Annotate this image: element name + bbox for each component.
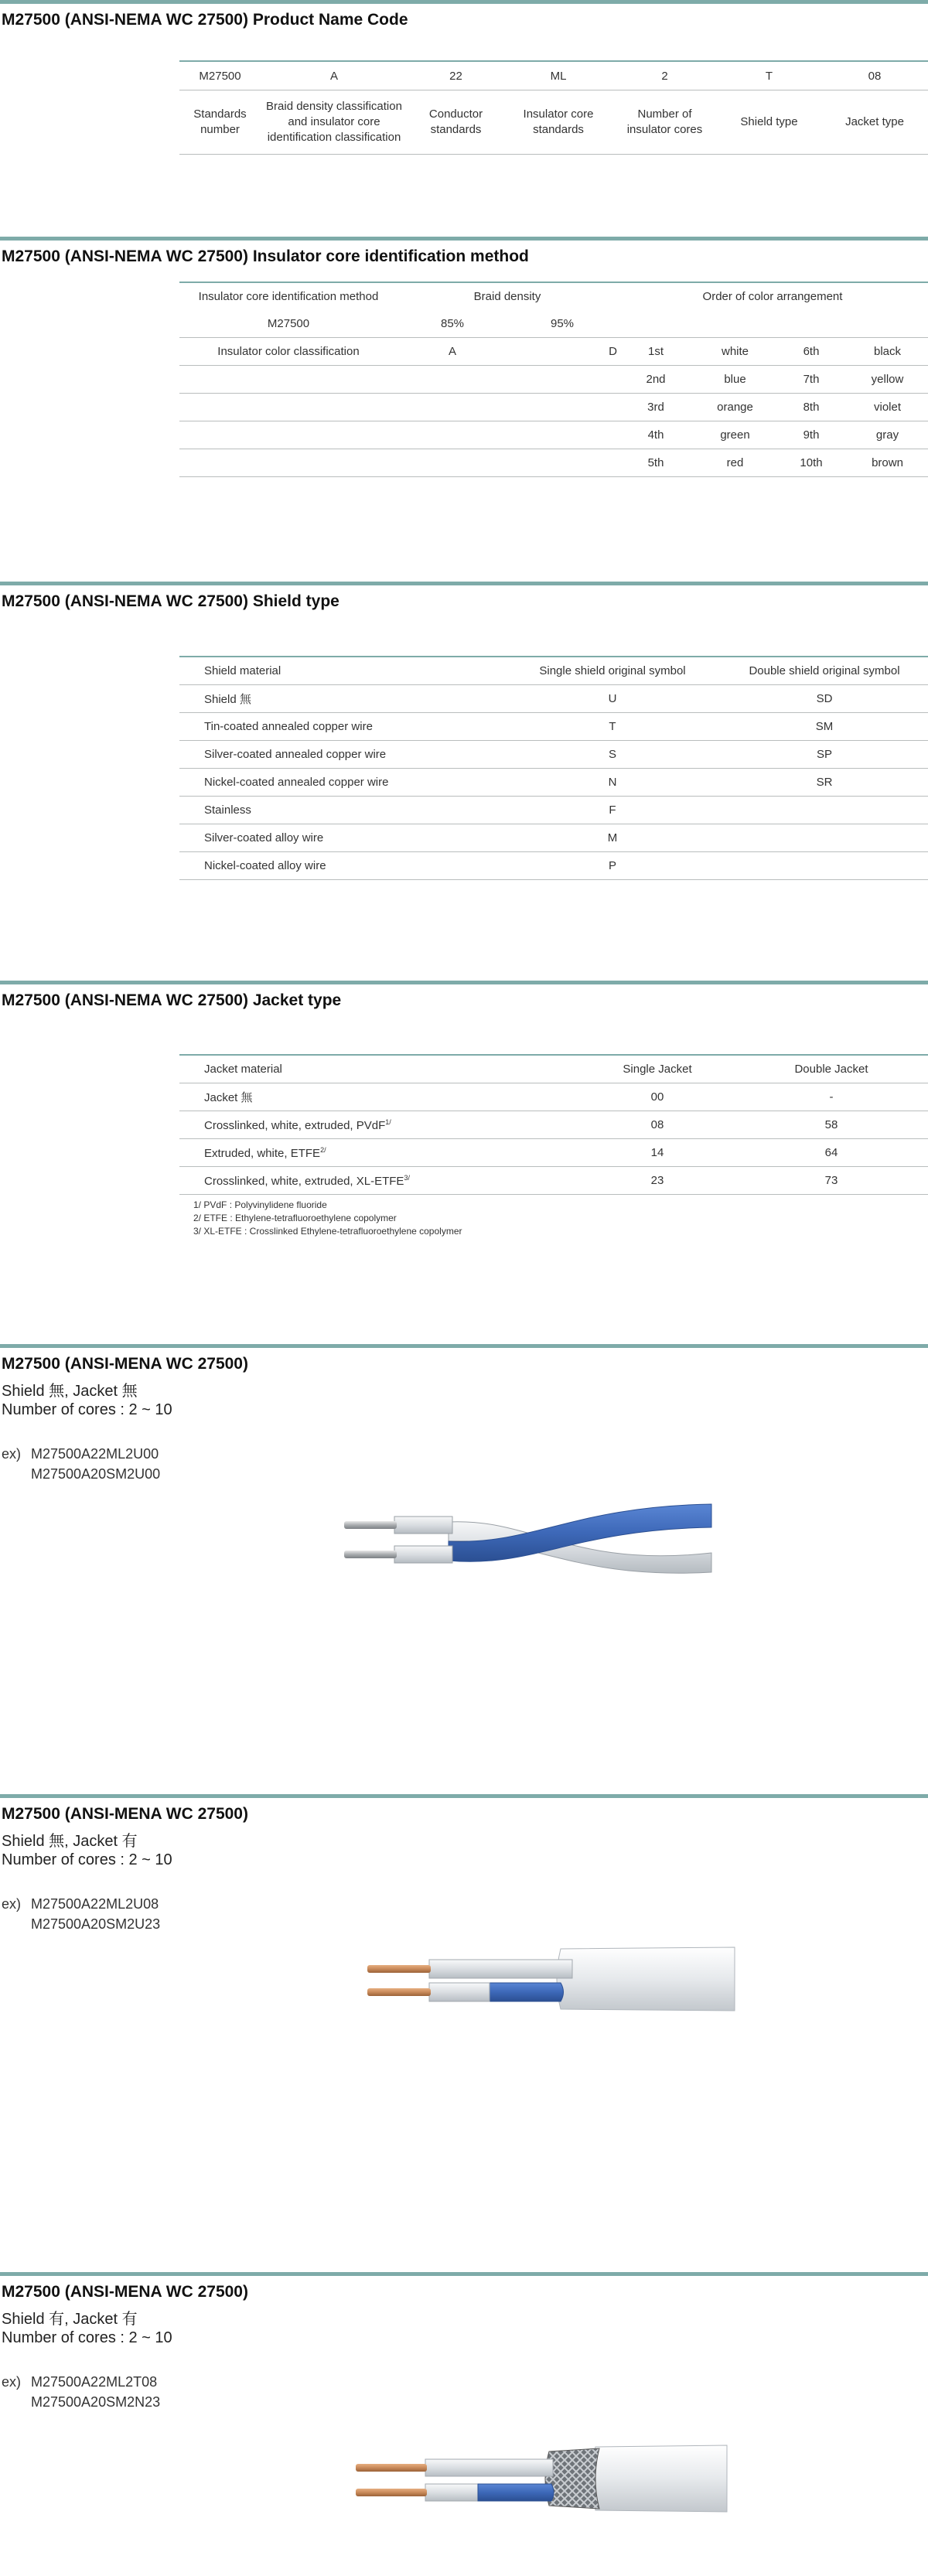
desc-line: Braid density classification xyxy=(266,100,402,113)
header-double-jacket: Double Jacket xyxy=(735,1055,928,1083)
color-cell: black xyxy=(847,338,928,366)
table-row xyxy=(179,713,928,741)
example-label: ex) xyxy=(2,1446,22,1462)
footnote: 3/ XL-ETFE : Crosslinked Ethylene-tetrafluoroethylene copolymer xyxy=(193,1226,462,1237)
footnote-ref: 1/ xyxy=(385,1117,391,1126)
order-cell: 5th xyxy=(617,449,694,477)
desc-line: identification classification xyxy=(267,131,401,144)
desc-line: standards xyxy=(430,123,482,136)
description-row xyxy=(179,90,928,155)
section-divider xyxy=(0,981,928,984)
header-single-jacket: Single Jacket xyxy=(580,1055,735,1083)
material-text: Jacket 無 xyxy=(204,1091,253,1104)
twisted-cable-illustration xyxy=(340,1495,727,1580)
header-row xyxy=(179,1055,928,1083)
header-single-shield: Single shield original symbol xyxy=(504,657,721,685)
section-title: M27500 (ANSI-NEMA WC 27500) Product Name Code xyxy=(2,11,408,29)
cable-section-no-shield-no-jacket xyxy=(0,1344,928,1777)
order-cell: 9th xyxy=(776,421,847,449)
order-cell: 2nd xyxy=(617,366,694,394)
order-cell: 1st xyxy=(617,338,694,366)
material-cell xyxy=(179,1167,580,1195)
double-cell xyxy=(721,824,928,852)
white-insulated-core xyxy=(425,2484,479,2501)
pct-95: 95% xyxy=(507,310,617,338)
outer-jacket xyxy=(557,1947,735,2011)
single-cell: F xyxy=(504,797,721,824)
double-cell xyxy=(721,852,928,880)
table-row xyxy=(179,852,928,880)
order-cell: 7th xyxy=(776,366,847,394)
conductor xyxy=(367,1965,431,1973)
color-cell: violet xyxy=(847,394,928,421)
desc-line: Insulator core xyxy=(523,107,594,121)
material-text: Crosslinked, white, extruded, XL-ETFE xyxy=(204,1174,404,1188)
single-cell: S xyxy=(504,741,721,769)
cable-cores-line: Number of cores : 2 ~ 10 xyxy=(2,1401,172,1418)
footnote: 1/ PVdF : Polyvinylidene fluoride xyxy=(193,1199,327,1210)
header-double-shield: Double shield original symbol xyxy=(721,657,928,685)
section-title: M27500 (ANSI-NEMA WC 27500) Jacket type xyxy=(2,991,342,1009)
shielded-jacketed-cable-illustration xyxy=(352,2441,731,2518)
footnote-ref: 2/ xyxy=(320,1145,326,1154)
material-cell: Nickel-coated annealed copper wire xyxy=(179,769,504,797)
header-row xyxy=(179,657,928,685)
single-cell: M xyxy=(504,824,721,852)
desc-line: standards xyxy=(533,123,584,136)
section-title: M27500 (ANSI-NEMA WC 27500) Insulator core identification method xyxy=(2,247,529,265)
single-cell: T xyxy=(504,713,721,741)
description-cell xyxy=(261,90,408,155)
description-cell xyxy=(179,90,261,155)
example-code: M27500A20SM2U23 xyxy=(31,1916,161,1932)
description-cell xyxy=(612,90,717,155)
material-cell xyxy=(179,1083,580,1111)
cable-title: M27500 (ANSI-MENA WC 27500) xyxy=(2,2283,248,2301)
material-cell xyxy=(179,1111,580,1139)
table-row xyxy=(179,1111,928,1139)
desc-line: Jacket type xyxy=(845,115,904,128)
cable-cores-line: Number of cores : 2 ~ 10 xyxy=(2,1851,172,1868)
table-row xyxy=(179,1139,928,1167)
color-cell: yellow xyxy=(847,366,928,394)
double-cell: - xyxy=(735,1083,928,1111)
single-cell: U xyxy=(504,685,721,713)
single-cell: P xyxy=(504,852,721,880)
material-cell: Stainless xyxy=(179,797,504,824)
color-cell: white xyxy=(694,338,776,366)
code-cell: T xyxy=(717,61,821,90)
white-insulated-core xyxy=(425,2459,553,2476)
cable-title: M27500 (ANSI-MENA WC 27500) xyxy=(2,1805,248,1823)
order-cell: 8th xyxy=(776,394,847,421)
desc-line: Conductor xyxy=(428,107,483,121)
braided-shield xyxy=(545,2448,599,2509)
example-label: ex) xyxy=(2,1896,22,1912)
double-cell: 58 xyxy=(735,1111,928,1139)
code-row xyxy=(179,61,928,90)
double-cell: 73 xyxy=(735,1167,928,1195)
code-cell: ML xyxy=(504,61,612,90)
blue-insulated-core xyxy=(478,2484,554,2501)
cable-section-no-shield-jacket xyxy=(0,1794,928,2243)
table-row xyxy=(179,769,928,797)
section-divider xyxy=(0,1344,928,1348)
braid-row xyxy=(179,310,928,338)
example-label: ex) xyxy=(2,2374,22,2390)
code-cell: A xyxy=(261,61,408,90)
footnote-ref: 3/ xyxy=(404,1173,410,1182)
color-row xyxy=(179,366,928,394)
description-cell xyxy=(408,90,504,155)
jacket-type-table xyxy=(179,1054,928,1195)
single-cell: 08 xyxy=(580,1111,735,1139)
section-title: M27500 (ANSI-NEMA WC 27500) Shield type xyxy=(2,592,339,610)
double-cell: SD xyxy=(721,685,928,713)
section-divider xyxy=(0,582,928,585)
desc-line: Standards xyxy=(193,107,247,121)
example-code: M27500A20SM2N23 xyxy=(31,2394,161,2410)
classification-label: Insulator color classification xyxy=(179,338,397,366)
example-code: M27500A20SM2U00 xyxy=(31,1466,161,1482)
cable-spec-line: Shield 無, Jacket 有 xyxy=(2,1833,138,1850)
shield-type-table xyxy=(179,656,928,880)
cable-spec-line: Shield 有, Jacket 有 xyxy=(2,2311,138,2328)
cable-cores-line: Number of cores : 2 ~ 10 xyxy=(2,2329,172,2346)
material-cell: Nickel-coated alloy wire xyxy=(179,852,504,880)
product-code-table xyxy=(179,60,928,155)
conductor xyxy=(344,1551,397,1558)
footnotes xyxy=(193,1199,462,1238)
white-insulated-core xyxy=(429,1960,572,1978)
code-cell: 22 xyxy=(408,61,504,90)
color-row xyxy=(179,421,928,449)
color-row xyxy=(179,394,928,421)
material-text: Crosslinked, white, extruded, PVdF xyxy=(204,1118,386,1132)
cable-section-shield-jacket xyxy=(0,2272,928,2576)
material-text: Extruded, white, ETFE xyxy=(204,1146,321,1160)
header-braid: Braid density xyxy=(473,290,541,303)
m27500-cell: M27500 xyxy=(179,310,397,338)
header-order: Order of color arrangement xyxy=(702,290,843,303)
desc-line: number xyxy=(200,123,240,136)
color-cell: red xyxy=(694,449,776,477)
double-cell: SP xyxy=(721,741,928,769)
single-cell: 14 xyxy=(580,1139,735,1167)
single-cell: 00 xyxy=(580,1083,735,1111)
conductor xyxy=(344,1521,397,1529)
conductor xyxy=(356,2464,427,2472)
cable-title: M27500 (ANSI-MENA WC 27500) xyxy=(2,1355,248,1373)
table-row xyxy=(179,1167,928,1195)
description-cell xyxy=(821,90,928,155)
color-cell: blue xyxy=(694,366,776,394)
color-row xyxy=(179,338,928,366)
color-cell: brown xyxy=(847,449,928,477)
order-cell: 4th xyxy=(617,421,694,449)
section-divider xyxy=(0,237,928,241)
pct-85: 85% xyxy=(397,310,507,338)
material-cell: Tin-coated annealed copper wire xyxy=(179,713,504,741)
header-method: Insulator core identification method xyxy=(198,290,379,303)
insulation-stub xyxy=(394,1517,452,1534)
double-cell: 64 xyxy=(735,1139,928,1167)
example-code: M27500A22ML2U00 xyxy=(31,1446,159,1462)
color-cell: gray xyxy=(847,421,928,449)
class-d: D xyxy=(507,338,617,366)
description-cell xyxy=(717,90,821,155)
header-jacket-material: Jacket material xyxy=(179,1055,580,1083)
color-cell: orange xyxy=(694,394,776,421)
jacketed-cable-illustration xyxy=(363,1941,750,2018)
material-cell xyxy=(179,1139,580,1167)
white-insulated-core xyxy=(429,1983,490,2001)
single-cell: 23 xyxy=(580,1167,735,1195)
desc-line: Shield type xyxy=(740,115,798,128)
order-cell: 6th xyxy=(776,338,847,366)
footnote: 2/ ETFE : Ethylene-tetrafluoroethylene copolymer xyxy=(193,1213,397,1223)
blue-insulated-core xyxy=(487,1983,564,2001)
material-cell: Shield 無 xyxy=(179,685,504,713)
outer-jacket xyxy=(592,2445,727,2512)
color-row xyxy=(179,449,928,477)
core-identification-table xyxy=(179,281,928,477)
double-cell xyxy=(721,797,928,824)
class-a: A xyxy=(397,338,507,366)
code-cell: M27500 xyxy=(179,61,261,90)
double-cell: SR xyxy=(721,769,928,797)
material-cell: Silver-coated alloy wire xyxy=(179,824,504,852)
cable-spec-line: Shield 無, Jacket 無 xyxy=(2,1383,138,1400)
table-row xyxy=(179,1083,928,1111)
desc-line: and insulator core xyxy=(288,115,380,128)
single-cell: N xyxy=(504,769,721,797)
double-cell: SM xyxy=(721,713,928,741)
section-divider xyxy=(0,1794,928,1798)
table-row xyxy=(179,685,928,713)
header-row xyxy=(179,282,928,310)
table-row xyxy=(179,824,928,852)
desc-line: insulator cores xyxy=(626,123,703,136)
header-shield-material: Shield material xyxy=(179,657,504,685)
code-cell: 08 xyxy=(821,61,928,90)
code-cell: 2 xyxy=(612,61,717,90)
description-cell xyxy=(504,90,612,155)
table-row xyxy=(179,797,928,824)
insulation-stub xyxy=(394,1546,452,1563)
conductor xyxy=(356,2489,427,2496)
desc-line: Number of xyxy=(637,107,692,121)
example-code: M27500A22ML2T08 xyxy=(31,2374,158,2390)
order-cell: 3rd xyxy=(617,394,694,421)
conductor xyxy=(367,1988,431,1996)
order-cell: 10th xyxy=(776,449,847,477)
section-divider xyxy=(0,0,928,4)
color-cell: green xyxy=(694,421,776,449)
example-code: M27500A22ML2U08 xyxy=(31,1896,159,1912)
section-divider xyxy=(0,2272,928,2276)
material-cell: Silver-coated annealed copper wire xyxy=(179,741,504,769)
table-row xyxy=(179,741,928,769)
